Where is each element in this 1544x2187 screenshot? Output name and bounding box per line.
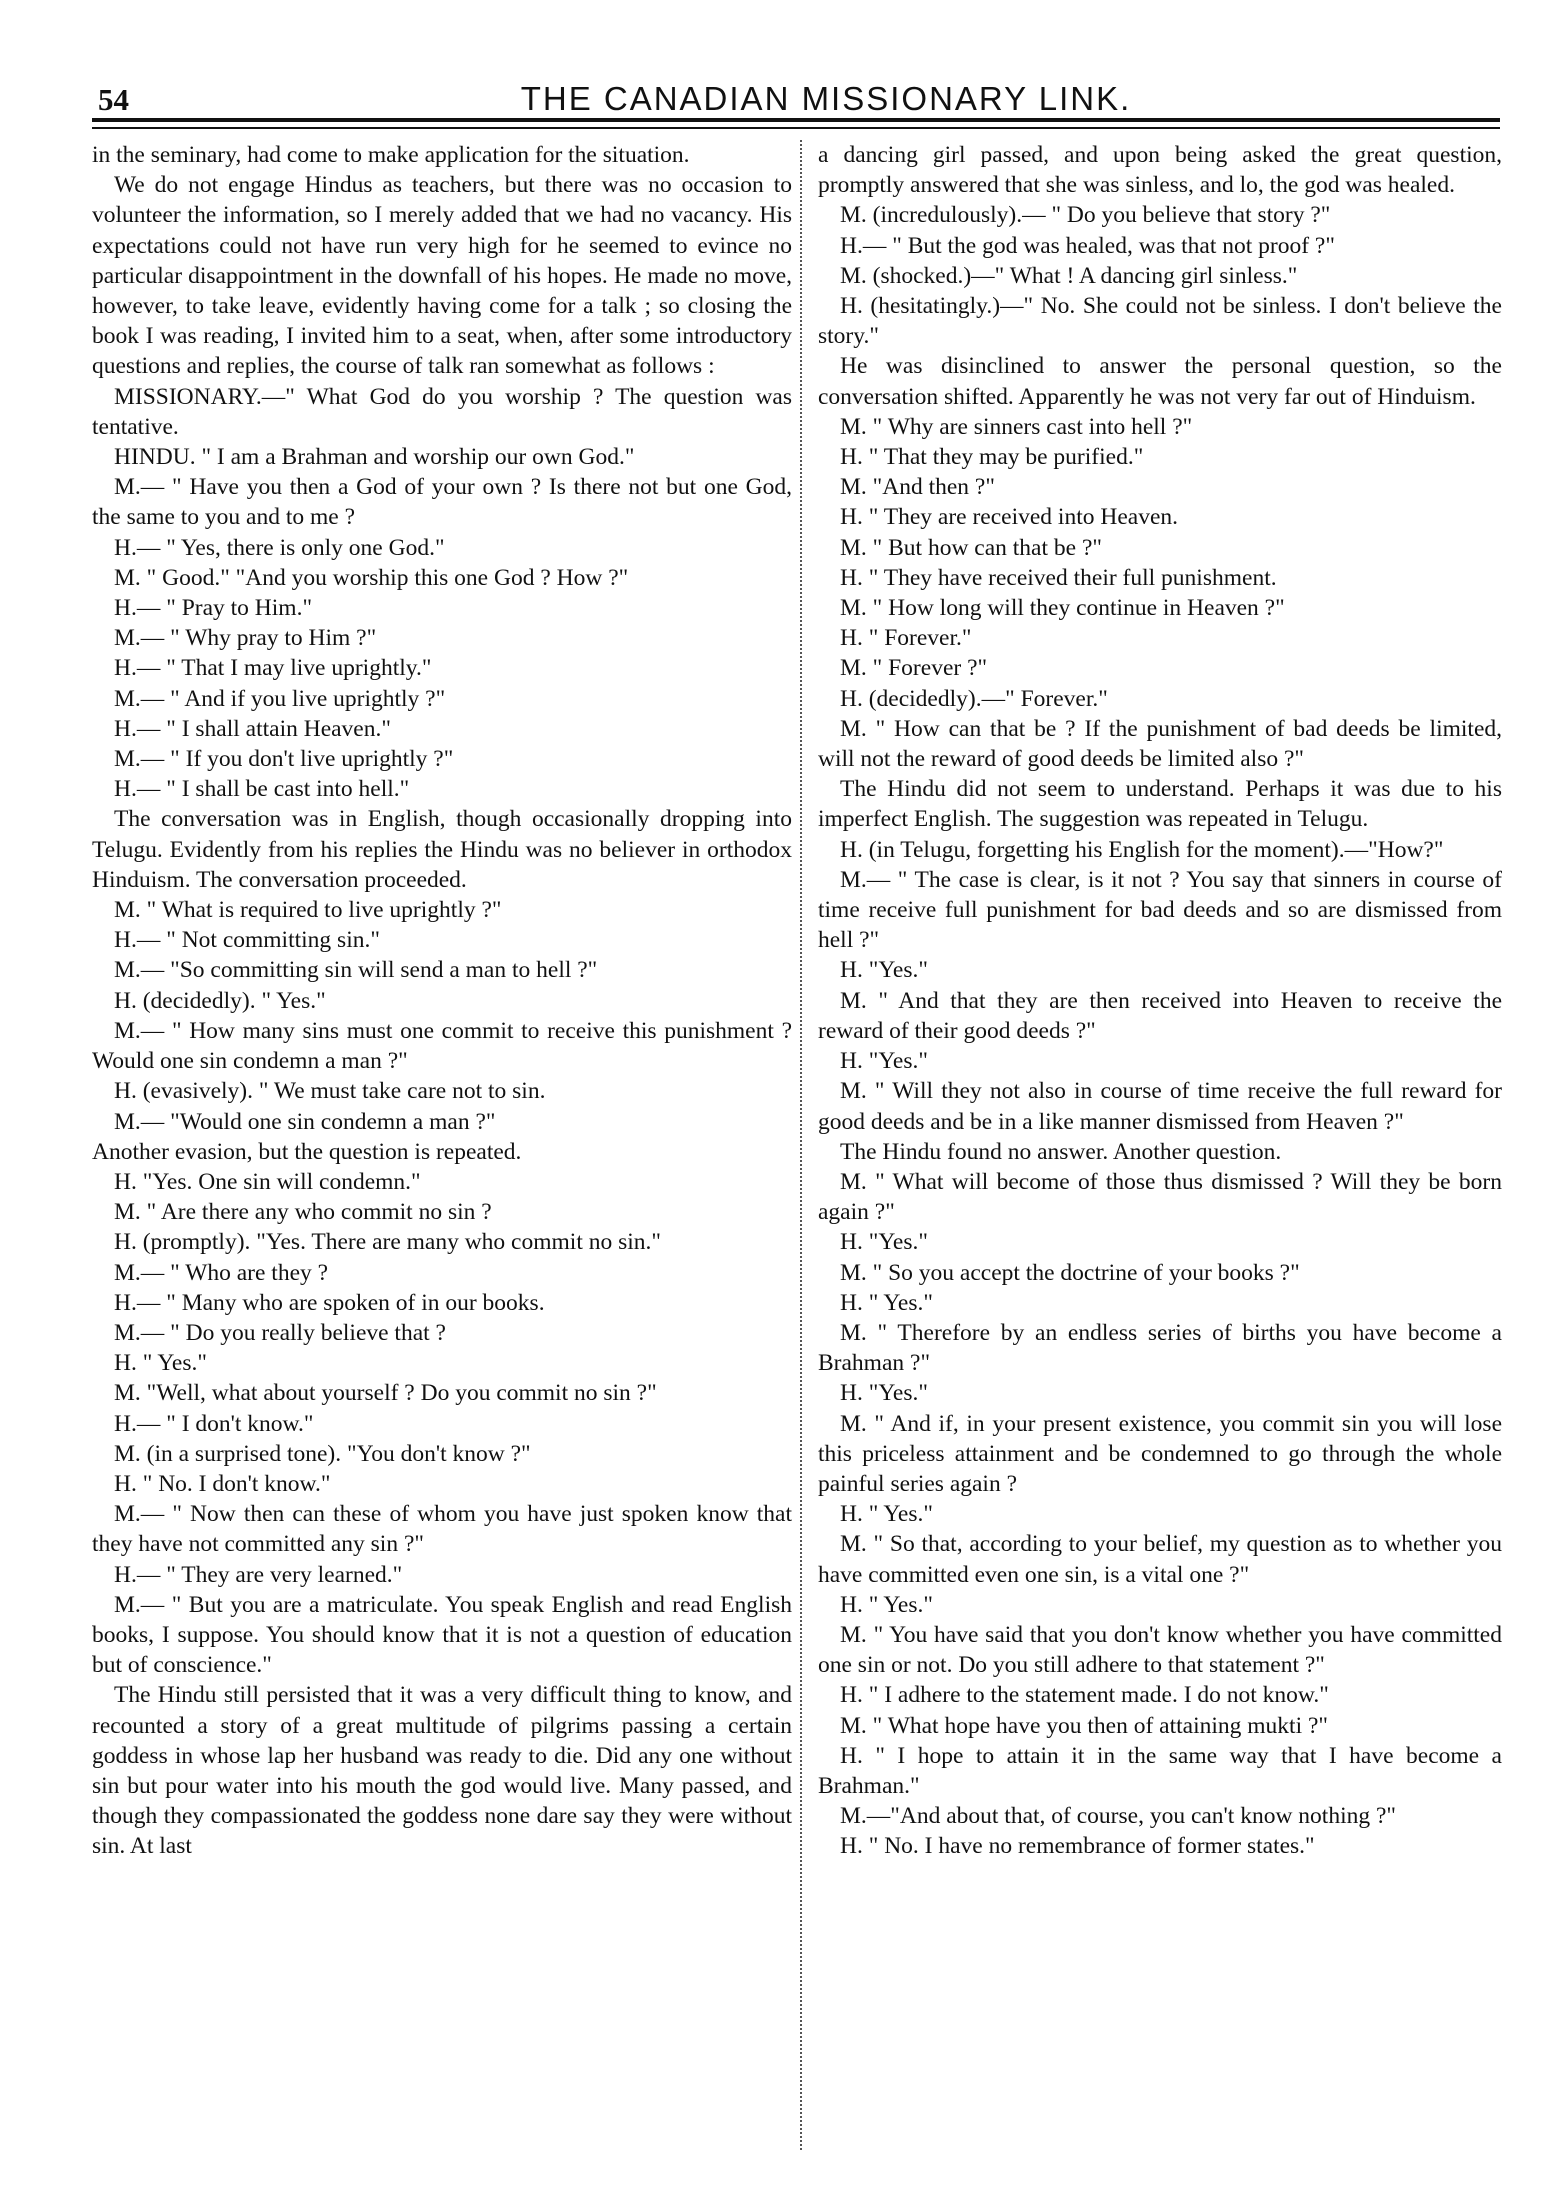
header-rule-thin: [92, 127, 1500, 129]
paragraph: M. " So that, according to your belief, my question as to whether you have committed even one sin, is a vital one ?": [818, 1531, 1502, 1588]
dialogue-line: M. " But how can that be ?": [840, 534, 1102, 561]
dialogue-line: H. (decidedly).—" Forever.": [840, 685, 1108, 712]
dialogue-line: M.— " Why pray to Him ?": [114, 625, 377, 652]
dialogue-line: H. "Yes.": [840, 957, 928, 984]
dialogue-line: H. "Yes.": [840, 1048, 928, 1075]
dialogue-line: H.— " That I may live uprightly.": [114, 655, 432, 682]
dialogue-line: H. "Yes.": [840, 1229, 928, 1256]
paragraph: The Hindu did not seem to understand. Perhaps it was due to his imperfect English. The suggestion was repeated in Telugu.: [818, 776, 1502, 833]
paragraph: The conversation was in English, though occasionally dropping into Telugu. Evidently from his replies the Hindu was no believer in orthodox Hinduism. The conversation proceeded.: [92, 806, 792, 893]
paragraph: M.— " How many sins must one commit to receive this punishment ? Would one sin condemn a man ?": [92, 1017, 792, 1075]
dialogue-line: H. " They have received their full punishment.: [840, 564, 1277, 591]
paragraph: M.— " But you are a matriculate. You speak English and read English books, I suppose. You should know that it is not a question of education but of conscience.": [92, 1591, 792, 1679]
paragraph: He was disinclined to answer the personal question, so the conversation shifted. Apparently he was not very far out of Hinduism.: [818, 353, 1502, 410]
dialogue-line: H. (evasively). " We must take care not to sin.: [114, 1078, 546, 1105]
paragraph-continued: in the seminary, had come to make application for the situation.: [92, 142, 690, 168]
paragraph: M. "Well, what about yourself ? Do you commit no sin ?": [114, 1380, 657, 1407]
dialogue-line: H. " Forever.": [840, 625, 972, 652]
dialogue-line: M.— " Do you really believe that ?: [114, 1319, 446, 1346]
header-rule-thick: [92, 118, 1500, 122]
paragraph: MISSIONARY.—" What God do you worship ? The question was tentative.: [92, 383, 792, 440]
dialogue-line: H.— " But the god was healed, was that not proof ?": [840, 232, 1335, 259]
dialogue-line: H. " That they may be purified.": [840, 444, 1144, 471]
paragraph: HINDU. " I am a Brahman and worship our own God.": [114, 444, 635, 471]
paragraph-continued: Another evasion, but the question is repeated.: [92, 1138, 522, 1165]
dialogue-line: M. " Why are sinners cast into hell ?": [840, 413, 1193, 440]
dialogue-line: H.— " Yes, there is only one God.": [114, 534, 445, 561]
dialogue-line: H.— " They are very learned.": [114, 1561, 403, 1588]
dialogue-line: M. " How long will they continue in Heaven ?": [840, 595, 1285, 622]
dialogue-line: M. " What is required to live uprightly ?": [114, 897, 502, 924]
paragraph: M. " Will they not also in course of time receive the full reward for good deeds and be in a like manner dismissed from Heaven ?": [818, 1078, 1502, 1135]
paragraph: M. " And if, in your present existence, you commit sin you will lose this priceless attainment and be condemned to go through the whole painful series again ?: [818, 1410, 1502, 1497]
dialogue-line: M. (shocked.)—" What ! A dancing girl sinless.": [840, 262, 1298, 289]
paragraph: H. " I hope to attain it in the same way that I have become a Brahman.": [818, 1742, 1502, 1799]
paragraph: M.— " The case is clear, is it not ? You say that sinners in course of time receive full punishment for bad deeds and so are dismissed from hell ?": [818, 866, 1502, 954]
right-column: [818, 140, 1502, 1862]
paragraph: M. " You have said that you don't know whether you have committed one sin or not. Do you still adhere to that statement ?": [818, 1621, 1502, 1679]
paragraph: M. " What will become of those thus dismissed ? Will they be born again ?": [818, 1168, 1502, 1226]
paragraph: H. (in Telugu, forgetting his English for the moment).—"How?": [840, 836, 1444, 863]
paragraph: M.— " Now then can these of whom you have just spoken know that they have not committed any sin ?": [92, 1501, 792, 1558]
dialogue-line: M. " What hope have you then of attaining mukti ?": [840, 1712, 1328, 1739]
dialogue-line: H. (decidedly). " Yes.": [114, 987, 326, 1014]
dialogue-line: H. "Yes. One sin will condemn.": [114, 1168, 421, 1195]
dialogue-line: H. " They are received into Heaven.: [840, 504, 1179, 531]
dialogue-line: H. " Yes.": [840, 1289, 933, 1316]
publication-title: THE CANADIAN MISSIONARY LINK.: [520, 80, 1132, 117]
dialogue-line: M. (incredulously).— " Do you believe that story ?": [840, 202, 1331, 229]
left-column: [92, 140, 792, 1862]
dialogue-line: H.— " I don't know.": [114, 1410, 314, 1437]
dialogue-line: H.— " I shall be cast into hell.": [114, 776, 410, 803]
dialogue-line: H. " No. I don't know.": [114, 1470, 331, 1497]
dialogue-line: M. " So you accept the doctrine of your books ?": [840, 1259, 1300, 1286]
paragraph: M.— " Have you then a God of your own ? Is there not but one God, the same to you and to me ?: [92, 474, 792, 531]
paragraph: M.—"And about that, of course, you can't know nothing ?": [840, 1803, 1396, 1830]
page-number: 54: [98, 82, 129, 117]
dialogue-line: H.— " Pray to Him.": [114, 595, 313, 622]
dialogue-line: H.— " Not committing sin.": [114, 927, 380, 954]
dialogue-line: M.— " And if you live uprightly ?": [114, 685, 446, 712]
dialogue-line: M. " Forever ?": [840, 655, 988, 682]
paragraph: H. " I adhere to the statement made. I do not know.": [840, 1682, 1329, 1709]
paragraph: H. (promptly). "Yes. There are many who commit no sin.": [114, 1229, 661, 1256]
dialogue-line: The Hindu found no answer. Another question.: [840, 1138, 1282, 1165]
dialogue-line: M.— " If you don't live uprightly ?": [114, 746, 454, 773]
paragraph: M. " Good." "And you worship this one God ? How ?": [114, 564, 629, 591]
dialogue-line: M. (in a surprised tone). "You don't know ?": [114, 1440, 531, 1467]
column-divider: [800, 140, 803, 2150]
paragraph-continued: a dancing girl passed, and upon being asked the great question, promptly answered that she was sinless, and lo, the god was healed.: [818, 142, 1502, 199]
paragraph: M. " How can that be ? If the punishment of bad deeds be limited, will not the reward of good deeds be limited also ?": [818, 715, 1502, 773]
dialogue-line: H. "Yes.": [840, 1380, 928, 1407]
dialogue-line: M. "And then ?": [840, 474, 995, 501]
dialogue-line: H. " Yes.": [114, 1350, 207, 1377]
paragraph: M. " Therefore by an endless series of births you have become a Brahman ?": [818, 1319, 1502, 1377]
dialogue-line: H. " Yes.": [840, 1501, 933, 1528]
paragraph: M. " And that they are then received into Heaven to receive the reward of their good deeds ?": [818, 987, 1502, 1044]
dialogue-line: H.— " Many who are spoken of in our books.: [114, 1289, 545, 1316]
dialogue-line: M.— "Would one sin condemn a man ?": [114, 1108, 496, 1135]
paragraph: H. (hesitatingly.)—" No. She could not be sinless. I don't believe the story.": [818, 293, 1502, 350]
dialogue-line: M.— " Who are they ?: [114, 1259, 329, 1286]
dialogue-line: H.— " I shall attain Heaven.": [114, 715, 391, 742]
paragraph: We do not engage Hindus as teachers, but there was no occasion to volunteer the information, so I merely added that we had no vacancy. His expectations could not have run very high for he seemed to evince no particular disappointment in the downfall of his hopes. He made no move, however, to take leave, evidently having come for a talk ; so closing the book I was reading, I invited him to a seat, when, after some introductory questions and replies, the course of talk ran somewhat as follows :: [92, 172, 792, 380]
paragraph: The Hindu still persisted that it was a very difficult thing to know, and recounted a story of a great multitude of pilgrims passing a certain goddess in whose lap her husband was ready to die. Did any one without sin but pour water into his mouth the god would live. Many passed, and though they compassionated the goddess none dare say they were without sin. At last: [92, 1682, 792, 1860]
dialogue-line: H. " Yes.": [840, 1591, 933, 1618]
dialogue-line: H. " No. I have no remembrance of former states.": [840, 1833, 1315, 1860]
dialogue-line: M. " Are there any who commit no sin ?: [114, 1199, 492, 1226]
dialogue-line: M.— "So committing sin will send a man to hell ?": [114, 957, 598, 984]
